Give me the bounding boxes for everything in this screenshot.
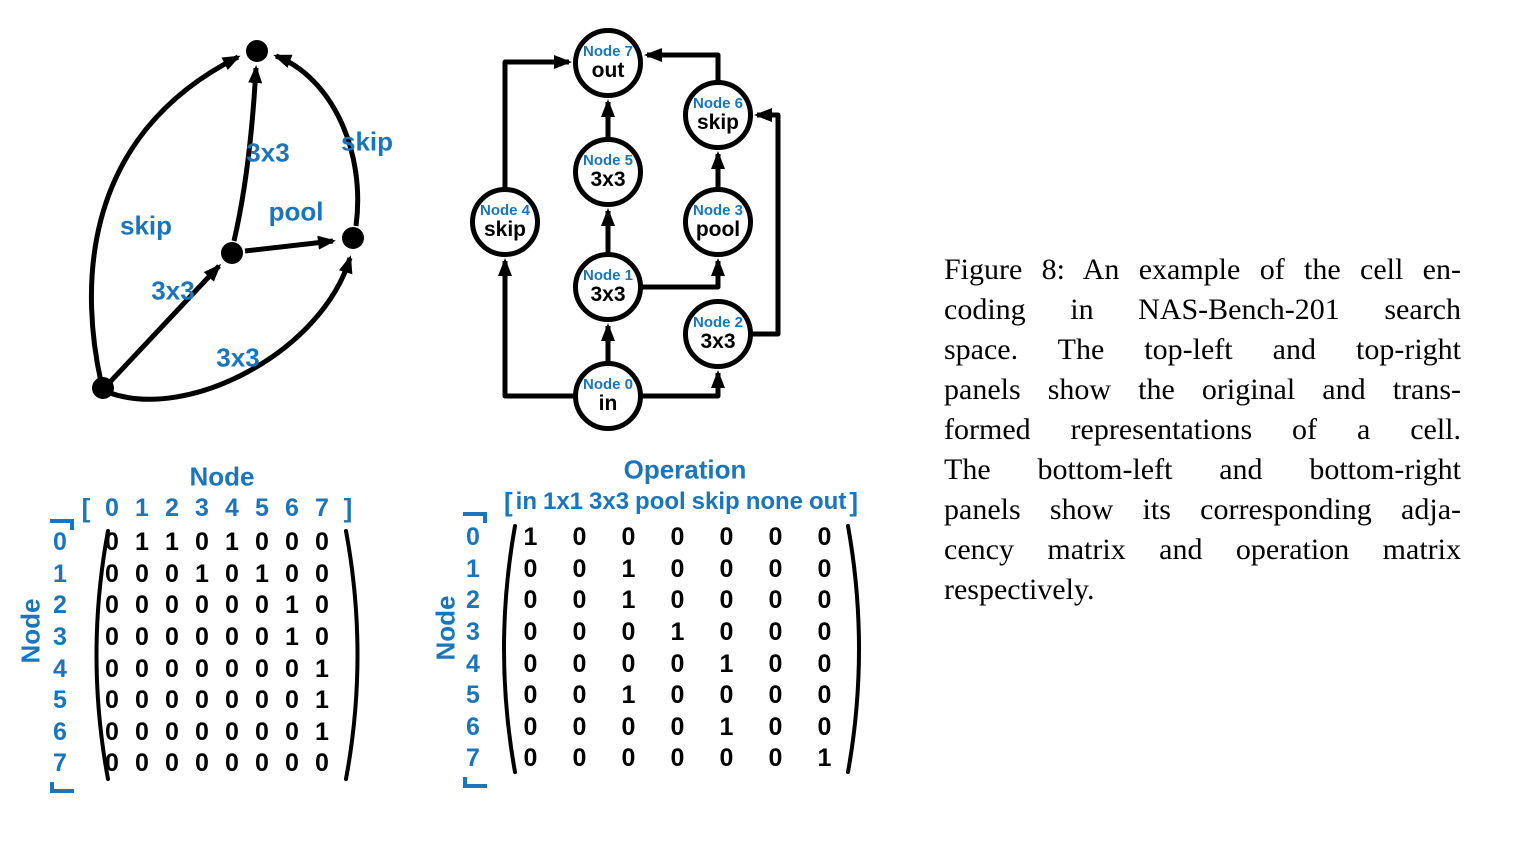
node-op-label: in: [598, 392, 618, 415]
edge-n0-n2: [641, 373, 718, 396]
adjacency-matrix-title: Node: [189, 461, 255, 492]
graph-node-5: [573, 137, 643, 207]
matrix-row: [97, 559, 337, 591]
operation-row-label: 0: [466, 523, 480, 552]
operation-matrix-title: Operation: [623, 454, 747, 485]
matrix-cell: 0: [817, 523, 832, 552]
node-name-label: Node 3: [692, 202, 743, 219]
matrix-cell: 0: [285, 717, 299, 746]
matrix-cell: 0: [315, 749, 329, 778]
matrix-cell: 0: [572, 712, 587, 741]
matrix-cell: 0: [225, 591, 239, 620]
matrix-cell: 0: [719, 681, 734, 710]
operation-col-label: in: [515, 488, 537, 515]
operation-col-label: none: [745, 488, 804, 515]
graph-node-4: [470, 187, 540, 257]
matrix-cell: 0: [572, 649, 587, 678]
matrix-cell: 0: [105, 717, 119, 746]
matrix-cell: 0: [621, 649, 636, 678]
matrix-row: [97, 527, 337, 559]
matrix-cell: 1: [315, 654, 329, 683]
matrix-cell: 0: [135, 654, 149, 683]
matrix-cell: 0: [670, 554, 685, 583]
edge-label-3x3-lower: 3x3: [151, 275, 195, 306]
matrix-cell: 0: [195, 654, 209, 683]
matrix-cell: 0: [285, 749, 299, 778]
operation-col-header: [504, 488, 858, 516]
matrix-cell: 0: [523, 586, 538, 615]
operation-matrix-grid: [506, 522, 849, 775]
matrix-cell: 0: [195, 591, 209, 620]
node-name-label: Node 0: [582, 376, 633, 393]
matrix-cell: 0: [195, 749, 209, 778]
node-op-label: 3x3: [590, 283, 626, 306]
node-op-label: pool: [695, 218, 741, 241]
matrix-cell: 1: [285, 591, 299, 620]
matrix-cell: 0: [285, 528, 299, 557]
node-op-label: skip: [483, 218, 527, 241]
matrix-cell: 0: [105, 591, 119, 620]
adjacency-row-axis-label: Node: [15, 598, 46, 664]
caption-line: formed representations of a cell.: [944, 413, 1461, 446]
matrix-cell: 0: [105, 559, 119, 588]
matrix-row: [506, 617, 849, 649]
node-op-label: 3x3: [590, 168, 626, 191]
close-bracket: ]: [849, 486, 858, 517]
matrix-cell: 0: [195, 528, 209, 557]
matrix-cell: 0: [523, 712, 538, 741]
matrix-cell: 0: [165, 559, 179, 588]
adjacency-col-label: 3: [195, 493, 209, 522]
node-name-label: Node 7: [582, 43, 633, 60]
matrix-cell: 0: [768, 744, 783, 773]
matrix-cell: 1: [195, 559, 209, 588]
matrix-cell: 0: [105, 528, 119, 557]
dot-right: [342, 227, 364, 249]
matrix-cell: 0: [523, 618, 538, 647]
operation-col-label: 1x1: [542, 488, 584, 515]
matrix-cell: 0: [225, 654, 239, 683]
matrix-cell: 0: [621, 712, 636, 741]
matrix-cell: 0: [719, 554, 734, 583]
matrix-cell: 0: [225, 559, 239, 588]
matrix-cell: 0: [285, 559, 299, 588]
matrix-cell: 1: [719, 712, 734, 741]
matrix-cell: 0: [165, 749, 179, 778]
dot-middle: [221, 242, 243, 264]
operation-row-label: 1: [466, 554, 480, 583]
adjacency-row-label: 6: [53, 717, 67, 746]
matrix-cell: 0: [225, 623, 239, 652]
matrix-cell: 1: [255, 559, 269, 588]
matrix-row: [506, 680, 849, 712]
adjacency-col-label: 0: [105, 493, 119, 522]
node-name-label: Node 4: [479, 202, 530, 219]
matrix-cell: 0: [572, 681, 587, 710]
matrix-cell: 0: [255, 749, 269, 778]
caption-line: The bottom-left and bottom-right: [944, 453, 1461, 486]
edge-label-3x3-upper: 3x3: [246, 137, 290, 168]
matrix-cell: 0: [719, 618, 734, 647]
adjacency-row-labels: [42, 527, 78, 780]
node-op-label: out: [591, 59, 625, 82]
adjacency-row-label: 5: [53, 686, 67, 715]
caption-line: coding in NAS-Bench-201 search: [944, 293, 1461, 326]
matrix-cell: 1: [817, 744, 832, 773]
operation-col-label: 3x3: [589, 488, 630, 515]
matrix-row: [506, 522, 849, 554]
matrix-row: [97, 685, 337, 717]
edge-pool: [245, 241, 333, 251]
matrix-cell: 0: [817, 586, 832, 615]
matrix-cell: 0: [105, 654, 119, 683]
caption-line: respectively.: [944, 573, 1095, 606]
matrix-cell: 0: [315, 623, 329, 652]
close-bracket: ]: [343, 492, 353, 523]
matrix-cell: 1: [135, 528, 149, 557]
matrix-cell: 0: [572, 523, 587, 552]
matrix-cell: 0: [719, 523, 734, 552]
matrix-cell: 0: [315, 591, 329, 620]
dot-top: [246, 40, 268, 62]
matrix-cell: 1: [315, 686, 329, 715]
matrix-cell: 0: [135, 686, 149, 715]
matrix-cell: 0: [165, 654, 179, 683]
matrix-row: [97, 717, 337, 749]
matrix-row: [97, 748, 337, 780]
adjacency-row-label: 3: [53, 623, 67, 652]
matrix-row: [506, 648, 849, 680]
caption-line: panels show the original and trans-: [944, 373, 1461, 406]
operation-paren-right: [848, 526, 859, 772]
adjacency-row-label: 0: [53, 528, 67, 557]
matrix-cell: 0: [315, 528, 329, 557]
matrix-cell: 0: [768, 712, 783, 741]
matrix-cell: 0: [135, 559, 149, 588]
adjacency-paren-right: [346, 531, 358, 779]
matrix-cell: 0: [768, 681, 783, 710]
matrix-cell: 1: [621, 554, 636, 583]
adjacency-col-header: [75, 494, 359, 522]
matrix-cell: 0: [670, 649, 685, 678]
open-bracket: [: [504, 486, 513, 517]
matrix-cell: 0: [195, 717, 209, 746]
operation-row-label: 4: [466, 649, 480, 678]
matrix-cell: 0: [572, 618, 587, 647]
matrix-cell: 0: [105, 623, 119, 652]
matrix-row: [506, 743, 849, 775]
matrix-row: [506, 554, 849, 586]
matrix-cell: 0: [195, 623, 209, 652]
matrix-cell: 0: [768, 523, 783, 552]
adjacency-col-label: 6: [285, 493, 299, 522]
matrix-cell: 0: [165, 591, 179, 620]
matrix-cell: 0: [523, 554, 538, 583]
adjacency-matrix-grid: [97, 527, 337, 780]
matrix-cell: 0: [817, 712, 832, 741]
matrix-cell: 0: [225, 749, 239, 778]
caption-line: space. The top-left and top-right: [944, 333, 1461, 366]
operation-row-label: 5: [466, 681, 480, 710]
matrix-cell: 0: [285, 686, 299, 715]
edge-n2-n6: [751, 115, 778, 334]
graph-node-7: [573, 28, 643, 98]
graph-node-3: [683, 187, 753, 257]
matrix-cell: 0: [165, 717, 179, 746]
operation-row-labels: [455, 522, 491, 775]
matrix-cell: 0: [225, 717, 239, 746]
matrix-cell: 0: [817, 649, 832, 678]
adjacency-col-label: 5: [255, 493, 269, 522]
operation-row-label: 7: [466, 744, 480, 773]
row-bracket-bottom: [50, 782, 74, 793]
matrix-cell: 0: [255, 654, 269, 683]
matrix-cell: 0: [523, 744, 538, 773]
matrix-cell: 0: [670, 712, 685, 741]
matrix-cell: 0: [768, 554, 783, 583]
operation-row-label: 6: [466, 712, 480, 741]
matrix-cell: 0: [523, 681, 538, 710]
edge-label-3x3-bottom: 3x3: [216, 342, 260, 373]
matrix-cell: 0: [105, 749, 119, 778]
matrix-cell: 1: [285, 623, 299, 652]
adjacency-col-label: 2: [165, 493, 179, 522]
matrix-cell: 0: [670, 681, 685, 710]
edge-n6-n7: [647, 55, 718, 82]
matrix-cell: 0: [768, 586, 783, 615]
adjacency-row-label: 2: [53, 591, 67, 620]
matrix-cell: 0: [285, 654, 299, 683]
edge-label-pool: pool: [268, 196, 324, 227]
node-name-label: Node 5: [582, 152, 633, 169]
adjacency-row-label: 1: [53, 559, 67, 588]
operation-col-label: pool: [635, 488, 686, 515]
matrix-cell: 0: [621, 523, 636, 552]
adjacency-row-label: 7: [53, 749, 67, 778]
matrix-cell: 0: [135, 623, 149, 652]
figure-caption: [944, 250, 1461, 610]
edge-label-skip-right: skip: [340, 126, 394, 157]
matrix-cell: 0: [768, 618, 783, 647]
matrix-cell: 0: [255, 591, 269, 620]
node-name-label: Node 2: [692, 314, 743, 331]
matrix-cell: 1: [719, 649, 734, 678]
operation-col-label: out: [809, 488, 847, 515]
matrix-cell: 0: [719, 744, 734, 773]
matrix-cell: 1: [225, 528, 239, 557]
edge-n1-n3: [641, 261, 718, 287]
matrix-cell: 0: [225, 686, 239, 715]
operation-row-label: 3: [466, 618, 480, 647]
caption-line: Figure 8: An example of the cell en-: [944, 253, 1461, 286]
matrix-cell: 1: [315, 717, 329, 746]
matrix-cell: 1: [523, 523, 538, 552]
adjacency-row-label: 4: [53, 654, 67, 683]
node-name-label: Node 1: [582, 267, 633, 284]
matrix-cell: 1: [621, 586, 636, 615]
adjacency-col-label: 4: [225, 493, 239, 522]
node-op-label: 3x3: [700, 330, 736, 353]
operation-row-axis-label: Node: [430, 595, 461, 661]
matrix-cell: 0: [135, 717, 149, 746]
matrix-cell: 1: [165, 528, 179, 557]
operation-col-label: skip: [691, 488, 740, 515]
open-bracket: [: [81, 492, 91, 523]
matrix-cell: 1: [621, 681, 636, 710]
matrix-cell: 0: [255, 623, 269, 652]
edge-label-skip-left: skip: [119, 210, 173, 241]
matrix-cell: 0: [135, 591, 149, 620]
matrix-cell: 0: [135, 749, 149, 778]
matrix-cell: 0: [255, 717, 269, 746]
matrix-cell: 0: [105, 686, 119, 715]
matrix-cell: 0: [621, 744, 636, 773]
node-name-label: Node 6: [692, 95, 743, 112]
matrix-cell: 0: [768, 649, 783, 678]
edge-n0-n4: [505, 261, 575, 396]
matrix-cell: 0: [165, 623, 179, 652]
matrix-cell: 0: [670, 586, 685, 615]
matrix-cell: 0: [572, 744, 587, 773]
matrix-cell: 0: [817, 618, 832, 647]
matrix-cell: 0: [621, 618, 636, 647]
graph-node-2: [683, 299, 753, 369]
edge-n4-n7: [505, 62, 569, 189]
matrix-cell: 0: [195, 686, 209, 715]
matrix-cell: 0: [719, 586, 734, 615]
matrix-cell: 0: [165, 686, 179, 715]
graph-node-1: [573, 252, 643, 322]
matrix-cell: 0: [817, 681, 832, 710]
caption-line: panels show its corresponding adja-: [944, 493, 1461, 526]
node-op-label: skip: [696, 111, 740, 134]
edge-3x3-bottom: [110, 258, 350, 399]
row-bracket-bottom: [463, 777, 487, 788]
matrix-row: [97, 590, 337, 622]
matrix-cell: 1: [670, 618, 685, 647]
adjacency-col-label: 7: [315, 493, 329, 522]
matrix-cell: 0: [572, 554, 587, 583]
operation-row-label: 2: [466, 586, 480, 615]
matrix-cell: 0: [817, 554, 832, 583]
matrix-cell: 0: [523, 649, 538, 678]
matrix-row: [506, 585, 849, 617]
matrix-cell: 0: [255, 686, 269, 715]
graph-node-6: [683, 80, 753, 150]
matrix-row: [97, 622, 337, 654]
matrix-row: [97, 653, 337, 685]
adjacency-col-label: 1: [135, 493, 149, 522]
dot-bottom-left: [92, 377, 114, 399]
matrix-cell: 0: [572, 586, 587, 615]
caption-line: cency matrix and operation matrix: [944, 533, 1461, 566]
graph-node-0: [573, 361, 643, 431]
matrix-cell: 0: [670, 523, 685, 552]
matrix-cell: 0: [315, 559, 329, 588]
matrix-cell: 0: [670, 744, 685, 773]
matrix-row: [506, 712, 849, 744]
matrix-cell: 0: [255, 528, 269, 557]
